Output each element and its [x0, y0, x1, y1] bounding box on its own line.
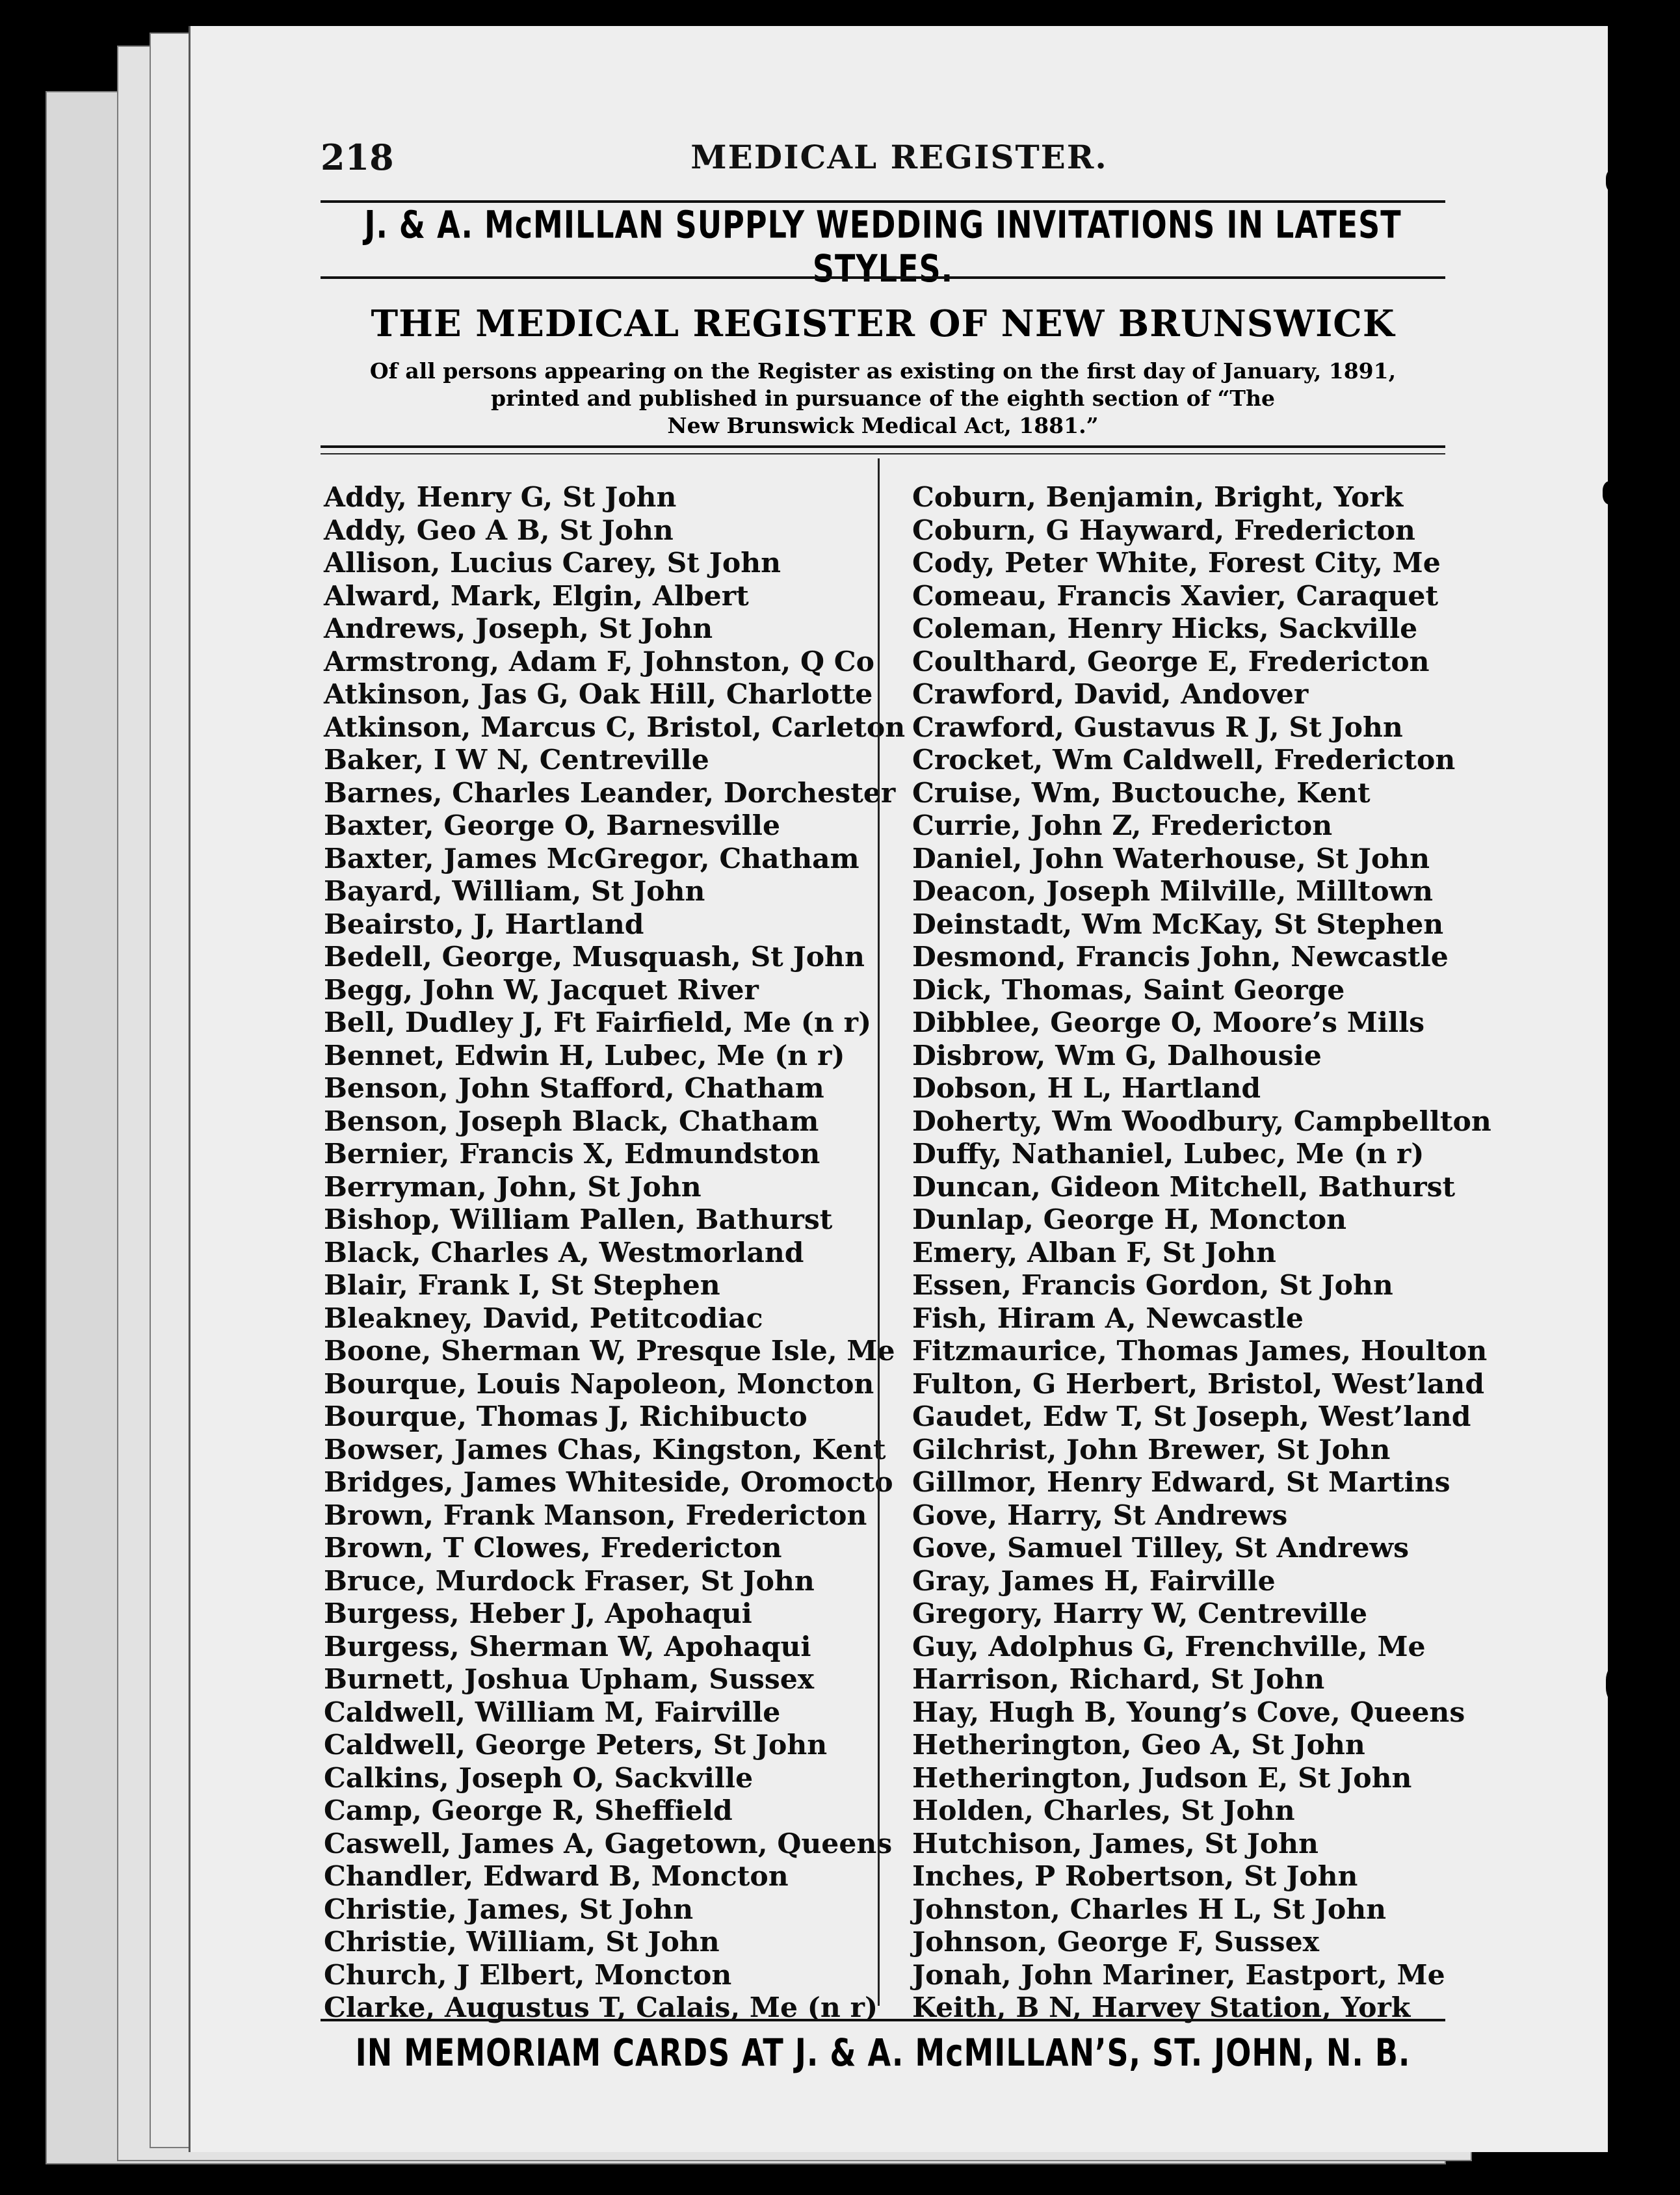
title-rule [321, 445, 1445, 448]
binding-mark [1611, 1066, 1650, 1084]
register-entry: Emery, Alban F, St John [912, 1236, 1276, 1269]
register-entry: Coburn, G Hayward, Fredericton [912, 514, 1415, 547]
register-entry: Bruce, Murdock Fraser, St John [324, 1564, 815, 1597]
register-entry: Baxter, George O, Barnesville [324, 809, 780, 842]
left-column [324, 481, 905, 2025]
register-entry: Armstrong, Adam F, Johnston, Q Co [324, 645, 874, 678]
register-entry: Hutchison, James, St John [912, 1827, 1319, 1860]
register-entry: Burgess, Sherman W, Apohaqui [324, 1630, 811, 1663]
register-entry: Bourque, Thomas J, Richibucto [324, 1400, 807, 1433]
register-entry: Coulthard, George E, Fredericton [912, 645, 1430, 678]
register-entry: Desmond, Francis John, Newcastle [912, 941, 1449, 973]
register-page [189, 26, 1608, 2152]
register-entry: Fulton, G Herbert, Bristol, West’land [912, 1367, 1485, 1400]
register-entry: Cruise, Wm, Buctouche, Kent [912, 776, 1371, 809]
register-entry: Black, Charles A, Westmorland [324, 1236, 804, 1269]
register-entry: Gove, Samuel Tilley, St Andrews [912, 1532, 1410, 1564]
register-entry: Comeau, Francis Xavier, Caraquet [912, 579, 1439, 612]
register-entry: Dunlap, George H, Moncton [912, 1203, 1347, 1236]
register-entry: Bourque, Louis Napoleon, Moncton [324, 1367, 874, 1400]
register-entry: Benson, John Stafford, Chatham [324, 1072, 824, 1105]
running-title: MEDICAL REGISTER. [690, 138, 1108, 176]
register-entry: Fitzmaurice, Thomas James, Houlton [912, 1335, 1488, 1367]
register-entry: Bridges, James Whiteside, Oromocto [324, 1466, 893, 1499]
register-entry: Church, J Elbert, Moncton [324, 1958, 732, 1991]
bottom-advertisement: IN MEMORIAM CARDS AT J. & A. McMILLAN’S, ST. JOHN, N. B. [355, 2031, 1411, 2075]
register-entry: Calkins, Joseph O, Sackville [324, 1761, 754, 1794]
register-entry: Guy, Adolphus G, Frenchville, Me [912, 1630, 1426, 1663]
subtitle-line: printed and published in pursuance of the eighth section of “The [491, 386, 1275, 411]
register-entry: Bayard, William, St John [324, 875, 705, 908]
register-entry: Deacon, Joseph Milville, Milltown [912, 875, 1434, 908]
header-rule [321, 276, 1445, 279]
register-title: THE MEDICAL REGISTER OF NEW BRUNSWICK [371, 302, 1395, 345]
register-entry: Bell, Dudley J, Ft Fairfield, Me (n r) [324, 1006, 872, 1039]
register-entry: Keith, B N, Harvey Station, York [912, 1991, 1411, 2024]
register-entry: Brown, Frank Manson, Fredericton [324, 1499, 867, 1532]
register-entry: Addy, Geo A B, St John [324, 514, 674, 547]
top-advertisement: J. & A. McMILLAN SUPPLY WEDDING INVITATIONS IN LATEST STYLES. [364, 202, 1402, 291]
register-entry: Gove, Harry, St Andrews [912, 1499, 1288, 1532]
register-entry: Gillmor, Henry Edward, St Martins [912, 1466, 1450, 1499]
subtitle-line: New Brunswick Medical Act, 1881.” [667, 413, 1099, 438]
register-entry: Bleakney, David, Petitcodiac [324, 1302, 763, 1335]
register-entry: Gregory, Harry W, Centreville [912, 1597, 1368, 1630]
register-entry: Benson, Joseph Black, Chatham [324, 1105, 819, 1138]
register-entry: Dobson, H L, Hartland [912, 1072, 1261, 1105]
column-divider [878, 458, 880, 2006]
register-entry: Essen, Francis Gordon, St John [912, 1269, 1393, 1302]
register-entry: Caswell, James A, Gagetown, Queens [324, 1827, 893, 1860]
register-subtitle [321, 358, 1445, 440]
register-entry: Johnson, George F, Sussex [912, 1926, 1319, 1958]
register-entry: Bowser, James Chas, Kingston, Kent [324, 1433, 886, 1466]
register-entry: Dibblee, George O, Moore’s Mills [912, 1006, 1425, 1039]
register-entry: Coburn, Benjamin, Bright, York [912, 481, 1404, 514]
register-entry: Crawford, Gustavus R J, St John [912, 711, 1403, 744]
register-entry: Hay, Hugh B, Young’s Cove, Queens [912, 1696, 1465, 1729]
register-entry: Addy, Henry G, St John [324, 481, 677, 514]
register-entry: Johnston, Charles H L, St John [912, 1893, 1387, 1926]
binding-mark [1606, 1664, 1632, 1703]
register-entry: Gray, James H, Fairville [912, 1564, 1276, 1597]
title-rule-thin [321, 453, 1445, 454]
register-entry: Andrews, Joseph, St John [324, 612, 713, 645]
register-entry: Alward, Mark, Elgin, Albert [324, 579, 749, 612]
register-entry: Crawford, David, Andover [912, 678, 1309, 711]
register-entry: Boone, Sherman W, Presque Isle, Me [324, 1335, 895, 1367]
register-entry: Blair, Frank I, St Stephen [324, 1269, 720, 1302]
register-entry: Baxter, James McGregor, Chatham [324, 842, 860, 875]
register-entry: Atkinson, Marcus C, Bristol, Carleton [324, 711, 906, 744]
register-entry: Hetherington, Geo A, St John [912, 1729, 1365, 1761]
register-entry: Gilchrist, John Brewer, St John [912, 1433, 1391, 1466]
register-entry: Jonah, John Mariner, Eastport, Me [912, 1958, 1445, 1991]
right-column [912, 481, 1491, 2025]
register-entry: Burnett, Joshua Upham, Sussex [324, 1663, 815, 1696]
register-entry: Bennet, Edwin H, Lubec, Me (n r) [324, 1039, 845, 1072]
binding-mark [1606, 169, 1623, 192]
register-entry: Clarke, Augustus T, Calais, Me (n r) [324, 1991, 878, 2024]
register-entry: Caldwell, William M, Fairville [324, 1696, 781, 1729]
register-entry: Bernier, Francis X, Edmundston [324, 1138, 820, 1170]
register-entry: Deinstadt, Wm McKay, St Stephen [912, 908, 1444, 941]
bottom-rule [321, 2019, 1445, 2021]
register-entry: Bedell, George, Musquash, St John [324, 941, 865, 973]
register-entry: Christie, James, St John [324, 1893, 694, 1926]
register-entry: Coleman, Henry Hicks, Sackville [912, 612, 1418, 645]
register-entry: Atkinson, Jas G, Oak Hill, Charlotte [324, 678, 873, 711]
register-entry: Christie, William, St John [324, 1926, 720, 1958]
register-entry: Holden, Charles, St John [912, 1794, 1295, 1827]
register-entry: Barnes, Charles Leander, Dorchester [324, 776, 896, 809]
register-entry: Bishop, William Pallen, Bathurst [324, 1203, 833, 1236]
register-entry: Duncan, Gideon Mitchell, Bathurst [912, 1170, 1456, 1203]
register-entry: Fish, Hiram A, Newcastle [912, 1302, 1304, 1335]
register-entry: Gaudet, Edw T, St Joseph, West’land [912, 1400, 1471, 1433]
register-entry: Brown, T Clowes, Fredericton [324, 1532, 782, 1564]
binding-mark [1603, 481, 1620, 505]
register-entry: Disbrow, Wm G, Dalhousie [912, 1039, 1322, 1072]
register-entry: Inches, P Robertson, St John [912, 1860, 1358, 1893]
register-entry: Chandler, Edward B, Moncton [324, 1860, 789, 1893]
register-entry: Caldwell, George Peters, St John [324, 1729, 828, 1761]
register-entry: Berryman, John, St John [324, 1170, 702, 1203]
register-entry: Baker, I W N, Centreville [324, 744, 709, 776]
register-entry: Begg, John W, Jacquet River [324, 973, 759, 1006]
register-entry: Hetherington, Judson E, St John [912, 1761, 1412, 1794]
page-number: 218 [321, 137, 394, 178]
subtitle-line: Of all persons appearing on the Register as existing on the first day of January, 1891, [369, 358, 1397, 384]
register-entry: Burgess, Heber J, Apohaqui [324, 1597, 752, 1630]
register-entry: Crocket, Wm Caldwell, Fredericton [912, 744, 1456, 776]
register-entry: Cody, Peter White, Forest City, Me [912, 547, 1441, 579]
register-entry: Beairsto, J, Hartland [324, 908, 644, 941]
register-entry: Camp, George R, Sheffield [324, 1794, 733, 1827]
register-entry: Daniel, John Waterhouse, St John [912, 842, 1430, 875]
register-entry: Currie, John Z, Fredericton [912, 809, 1333, 842]
register-entry: Doherty, Wm Woodbury, Campbellton [912, 1105, 1491, 1138]
register-entry: Harrison, Richard, St John [912, 1663, 1325, 1696]
register-entry: Duffy, Nathaniel, Lubec, Me (n r) [912, 1138, 1424, 1170]
register-entry: Dick, Thomas, Saint George [912, 973, 1345, 1006]
register-entry: Allison, Lucius Carey, St John [324, 547, 781, 579]
